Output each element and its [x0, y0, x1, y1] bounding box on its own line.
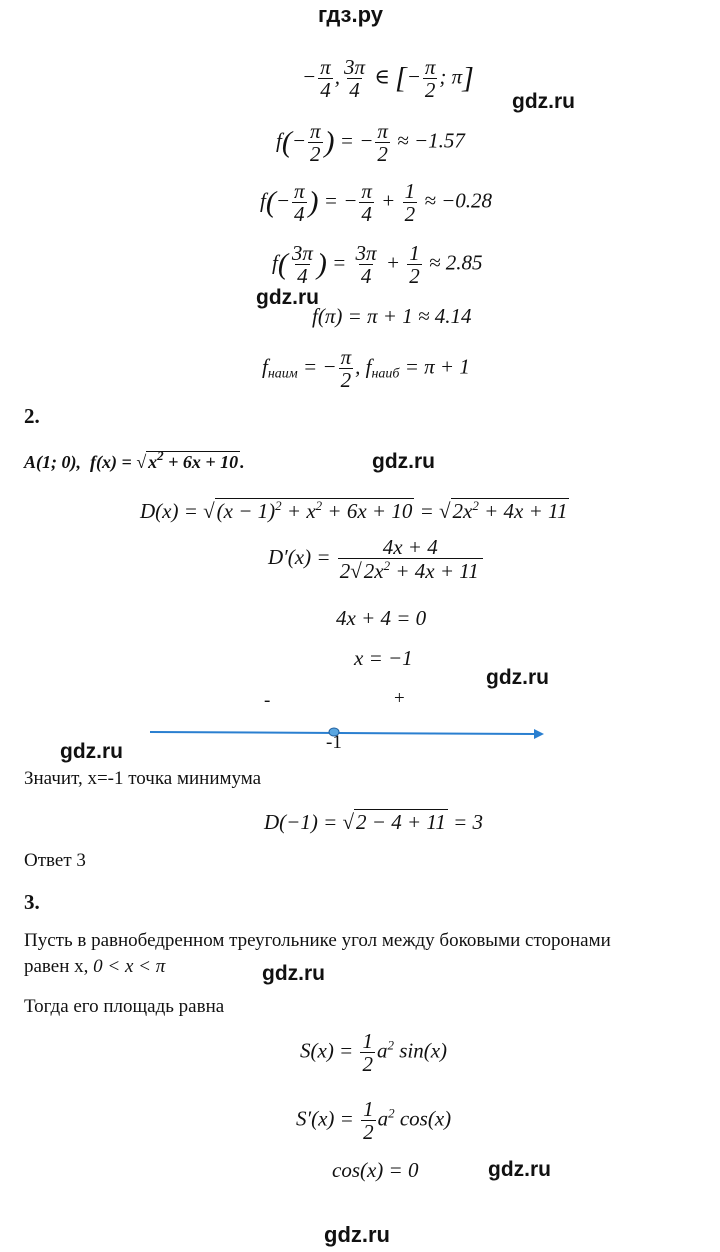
- problem-3-text-2: [24, 956, 165, 978]
- f-at-3pi-quarter: f( $\frac{3\pi}{4}$ ) = $\frac{3\pi}{4}$ + $\frac{1}{2}$ ≈ 2.85: [272, 241, 483, 289]
- area-derivative: S′(x) = $\frac{1}{2}$ $a^2$ cos(x): [296, 1097, 452, 1145]
- footer-watermark: gdz.ru: [324, 1222, 390, 1247]
- distance-function: $D(x) = √(x - 1)^2 + x^2 + 6x + 10 = √2x^2 + 4x + 11$: [140, 498, 568, 523]
- problem-3-text-1: Пусть в равнобедренном треугольнике угол между боковыми сторонами: [24, 930, 611, 951]
- watermark: gdz.ru: [60, 740, 123, 763]
- watermark: gdz.ru: [372, 450, 435, 473]
- angle-intro: равен x,: [24, 956, 89, 977]
- f-at-minus-pi-half: f(− $\frac{\pi}{2}$ ) = − $\frac{\pi}{2}$ ≈ −1.57: [276, 119, 465, 167]
- problem-number-2: 2.: [24, 404, 40, 428]
- critical-equation: 4x + 4 = 0: [336, 606, 427, 630]
- sign-left: -: [264, 690, 271, 711]
- problem-3-text-3: Тогда его площадь равна: [24, 996, 225, 1017]
- min-max-values: $f_{наим}$ = − $\frac{\pi}{2}$ , $f_{наиб} = \pi + 1$: [262, 345, 470, 393]
- answer: Ответ 3: [24, 850, 86, 871]
- critical-point: x = −1: [354, 646, 413, 670]
- area-function: S(x) = $\frac{1}{2}$ $a^2$ sin(x): [300, 1029, 448, 1077]
- axis-arrow: [534, 729, 544, 739]
- sign-right: +: [394, 688, 405, 709]
- problem-2-given: A(1; 0), f(x) = √ $x^2 + 6x + 10$ .: [24, 448, 245, 472]
- site-title: гдз.ру: [318, 2, 383, 27]
- watermark: gdz.ru: [512, 90, 575, 113]
- watermark: gdz.ru: [262, 962, 325, 985]
- watermark: gdz.ru: [488, 1158, 551, 1181]
- watermark: gdz.ru: [256, 286, 319, 309]
- cos-equation: cos(x) = 0: [332, 1158, 419, 1182]
- number-line: [140, 720, 550, 750]
- problem-number-3: 3.: [24, 890, 40, 914]
- conclusion: Значит, x=-1 точка минимума: [24, 768, 262, 789]
- minimum-distance: D(−1) = √2 − 4 + 11 = 3: [264, 810, 483, 834]
- angle-range: 0 < x < π: [93, 956, 166, 977]
- f-at-pi: f(π) = π + 1 ≈ 4.14: [312, 304, 472, 328]
- distance-derivative: D′(x) = $\frac{4x + 4}{2√2x^2 + 4x + 11}$: [268, 536, 485, 582]
- point-label: -1: [326, 732, 342, 753]
- roots-in-interval: − $\frac{\pi}{4}$ , $\frac{3\pi}{4}$ ∈ [− $\frac{\pi}{2}$ ; π]: [302, 55, 474, 103]
- watermark: gdz.ru: [486, 666, 549, 689]
- axis-line: [150, 732, 534, 734]
- f-at-minus-pi-quarter: f(− $\frac{\pi}{4}$ ) = − $\frac{\pi}{4}$ + $\frac{1}{2}$ ≈ −0.28: [260, 179, 493, 227]
